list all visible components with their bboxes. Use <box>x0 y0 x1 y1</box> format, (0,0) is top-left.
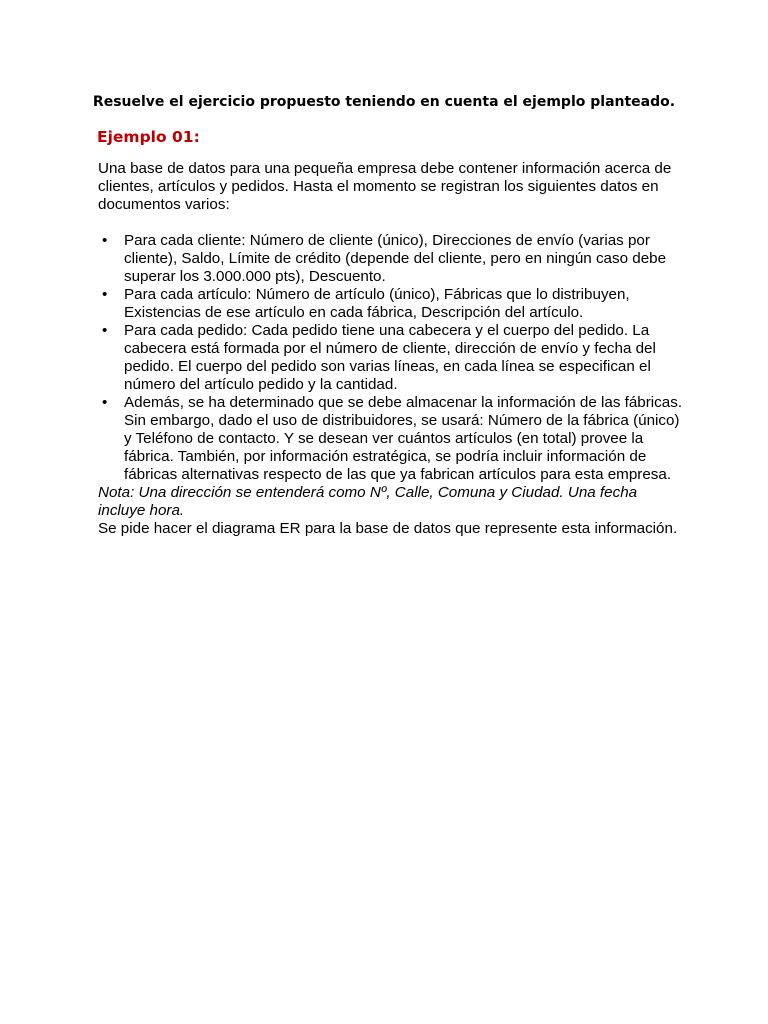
list-item-text: Además, se ha determinado que se debe almacenar la información de las fábricas. Sin embargo, dado el uso de distribuidores, se usará: Número de la fábrica (único) y Teléfono de contacto. Y se desean ver cuántos artículos (en total) provee la fábrica. También, por información estratégica, se podría incluir información de fábricas alternativas respecto de las que ya fabrican artículos para esta empresa. <box>124 394 683 483</box>
example-title: Ejemplo 01: <box>97 128 200 146</box>
list-item <box>98 394 688 484</box>
requirements-list <box>98 232 688 484</box>
bullet-icon: • <box>102 232 108 249</box>
bullet-icon: • <box>102 322 108 339</box>
list-item <box>98 322 688 394</box>
list-item <box>98 232 688 286</box>
bullet-icon: • <box>102 286 108 303</box>
note-paragraph: Nota: Una dirección se entenderá como Nº, Calle, Comuna y Ciudad. Una fecha incluye hora. <box>98 484 638 519</box>
page-heading: Resuelve el ejercicio propuesto teniendo en cuenta el ejemplo planteado. <box>92 94 676 110</box>
request-paragraph: Se pide hacer el diagrama ER para la base de datos que represente esta información. <box>98 520 678 537</box>
bullet-icon: • <box>102 394 108 411</box>
list-item <box>98 286 688 322</box>
list-item-text: Para cada pedido: Cada pedido tiene una cabecera y el cuerpo del pedido. La cabecera está formada por el número de cliente, dirección de envío y fecha del pedido. El cuerpo del pedido son varias líneas, en cada línea se especifican el número del artículo pedido y la cantidad. <box>124 322 656 393</box>
body-text <box>98 160 688 538</box>
intro-paragraph: Una base de datos para una pequeña empresa debe contener información acerca de clientes, artículos y pedidos. Hasta el momento se registran los siguientes datos en documentos varios: <box>98 160 672 213</box>
list-item-text: Para cada artículo: Número de artículo (único), Fábricas que lo distribuyen, Existencias de ese artículo en cada fábrica, Descripción del artículo. <box>124 286 630 321</box>
list-item-text: Para cada cliente: Número de cliente (único), Direcciones de envío (varias por cliente), Saldo, Límite de crédito (depende del cliente, pero en ningún caso debe superar los 3.000.000 pts), Descuento. <box>124 232 667 285</box>
